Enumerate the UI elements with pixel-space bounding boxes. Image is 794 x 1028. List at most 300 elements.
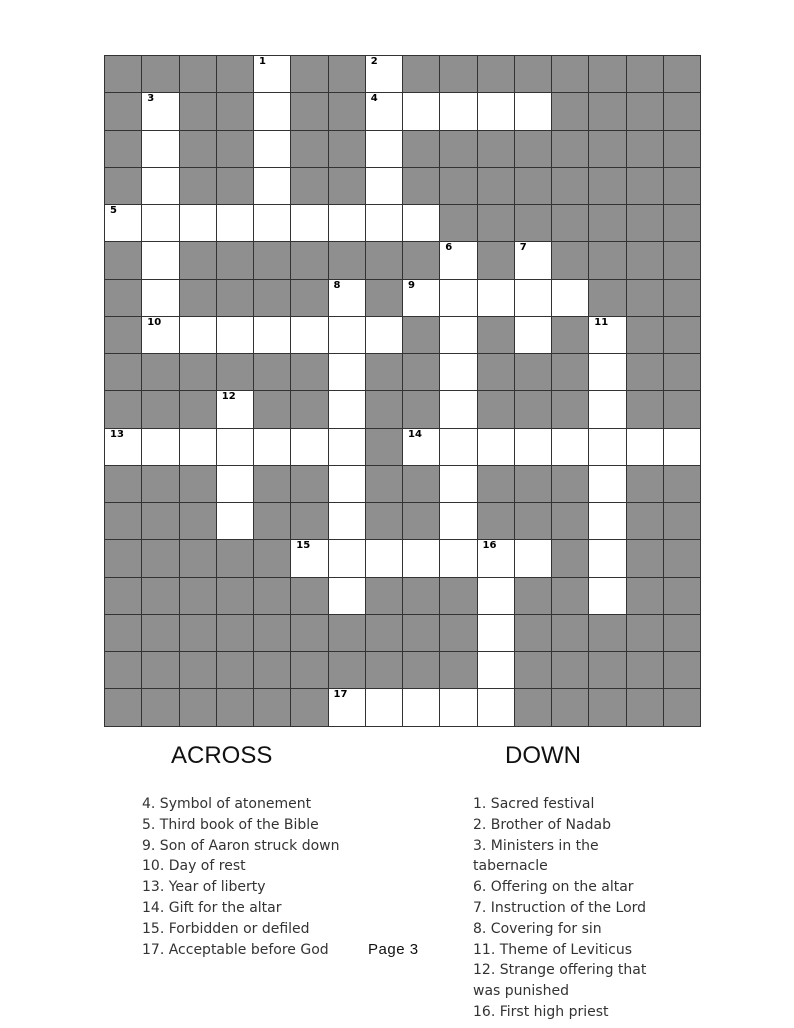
grid-block-cell [142, 56, 179, 93]
grid-block-cell [217, 578, 254, 615]
grid-answer-cell[interactable] [589, 317, 626, 354]
grid-block-cell [366, 652, 403, 689]
grid-answer-cell[interactable] [217, 317, 254, 354]
grid-block-cell [627, 615, 664, 652]
grid-block-cell [589, 131, 626, 168]
grid-answer-cell[interactable] [142, 242, 179, 279]
grid-block-cell [366, 391, 403, 428]
grid-block-cell [627, 131, 664, 168]
grid-block-cell [664, 317, 701, 354]
grid-block-cell [552, 205, 589, 242]
grid-block-cell [217, 689, 254, 726]
grid-block-cell [291, 56, 328, 93]
grid-block-cell [254, 540, 291, 577]
clue-number: 15 [296, 540, 311, 552]
grid-block-cell [627, 56, 664, 93]
grid-answer-cell[interactable] [627, 429, 664, 466]
grid-answer-cell[interactable] [440, 540, 477, 577]
down-clue: 7. Instruction of the Lord [473, 899, 647, 916]
grid-block-cell [440, 578, 477, 615]
grid-block-cell [589, 615, 626, 652]
grid-block-cell [366, 280, 403, 317]
grid-block-cell [180, 578, 217, 615]
grid-block-cell [254, 689, 291, 726]
grid-block-cell [180, 503, 217, 540]
clue-number: 2 [370, 56, 378, 67]
grid-block-cell [105, 578, 142, 615]
grid-block-cell [552, 168, 589, 205]
grid-block-cell [478, 131, 515, 168]
grid-block-cell [254, 578, 291, 615]
grid-block-cell [291, 652, 328, 689]
grid-block-cell [589, 689, 626, 726]
grid-block-cell [627, 503, 664, 540]
grid-answer-cell[interactable] [142, 168, 179, 205]
grid-block-cell [142, 540, 179, 577]
across-clue: 17. Acceptable before God [142, 941, 329, 958]
grid-block-cell [291, 131, 328, 168]
grid-answer-cell[interactable] [329, 429, 366, 466]
clue-number: 8 [333, 279, 341, 291]
grid-answer-cell[interactable] [217, 503, 254, 540]
grid-block-cell [254, 652, 291, 689]
grid-block-cell [403, 578, 440, 615]
grid-block-cell [515, 615, 552, 652]
grid-block-cell [329, 131, 366, 168]
grid-block-cell [627, 317, 664, 354]
down-clue: 3. Ministers in the tabernacle [473, 837, 599, 875]
grid-block-cell [403, 56, 440, 93]
grid-block-cell [105, 652, 142, 689]
grid-answer-cell[interactable] [329, 391, 366, 428]
grid-block-cell [627, 205, 664, 242]
grid-block-cell [217, 56, 254, 93]
grid-block-cell [366, 429, 403, 466]
grid-block-cell [627, 652, 664, 689]
grid-answer-cell[interactable] [403, 540, 440, 577]
grid-block-cell [217, 131, 254, 168]
grid-answer-cell[interactable] [217, 391, 254, 428]
grid-block-cell [329, 242, 366, 279]
grid-answer-cell[interactable] [180, 317, 217, 354]
grid-answer-cell[interactable] [254, 429, 291, 466]
grid-answer-cell[interactable] [329, 205, 366, 242]
grid-block-cell [329, 615, 366, 652]
grid-block-cell [440, 131, 477, 168]
grid-block-cell [664, 503, 701, 540]
across-clue-list [142, 794, 362, 960]
clue-number: 1 [259, 56, 266, 67]
grid-block-cell [105, 131, 142, 168]
grid-answer-cell[interactable] [366, 168, 403, 205]
grid-block-cell [105, 540, 142, 577]
grid-block-cell [440, 652, 477, 689]
grid-block-cell [664, 280, 701, 317]
page-number: Page 3 [368, 941, 419, 958]
grid-block-cell [254, 466, 291, 503]
grid-block-cell [142, 689, 179, 726]
grid-block-cell [478, 503, 515, 540]
grid-answer-cell[interactable] [366, 56, 403, 93]
grid-block-cell [627, 689, 664, 726]
grid-answer-cell[interactable] [589, 578, 626, 615]
grid-answer-cell[interactable] [329, 503, 366, 540]
grid-block-cell [478, 317, 515, 354]
grid-answer-cell[interactable] [478, 689, 515, 726]
grid-answer-cell[interactable] [440, 93, 477, 130]
across-clue: 4. Symbol of atonement [142, 796, 312, 812]
grid-answer-cell[interactable] [664, 429, 701, 466]
grid-answer-cell[interactable] [142, 317, 179, 354]
grid-answer-cell[interactable] [329, 466, 366, 503]
grid-answer-cell[interactable] [440, 503, 477, 540]
grid-answer-cell[interactable] [403, 205, 440, 242]
grid-block-cell [217, 280, 254, 317]
grid-answer-cell[interactable] [105, 205, 142, 242]
grid-block-cell [403, 503, 440, 540]
grid-block-cell [664, 391, 701, 428]
grid-block-cell [105, 168, 142, 205]
grid-block-cell [105, 56, 142, 93]
grid-answer-cell[interactable] [254, 168, 291, 205]
grid-block-cell [515, 652, 552, 689]
grid-block-cell [142, 354, 179, 391]
grid-answer-cell[interactable] [478, 93, 515, 130]
grid-block-cell [515, 354, 552, 391]
across-clue: 15. Forbidden or defiled [142, 920, 310, 937]
grid-block-cell [478, 391, 515, 428]
grid-answer-cell[interactable] [478, 652, 515, 689]
grid-answer-cell[interactable] [440, 280, 477, 317]
grid-answer-cell[interactable] [515, 429, 552, 466]
grid-block-cell [664, 615, 701, 652]
grid-block-cell [552, 93, 589, 130]
grid-block-cell [180, 615, 217, 652]
grid-block-cell [105, 93, 142, 130]
clue-number: 5 [110, 205, 117, 216]
grid-block-cell [478, 56, 515, 93]
grid-block-cell [440, 615, 477, 652]
grid-block-cell [478, 466, 515, 503]
grid-answer-cell[interactable] [478, 429, 515, 466]
across-clue: 10. Day of rest [142, 858, 246, 875]
grid-block-cell [366, 242, 403, 279]
grid-answer-cell[interactable] [589, 391, 626, 428]
grid-block-cell [403, 391, 440, 428]
grid-answer-cell[interactable] [440, 317, 477, 354]
down-clue: 11. Theme of Leviticus [473, 941, 632, 958]
grid-block-cell [329, 652, 366, 689]
grid-block-cell [291, 503, 328, 540]
grid-answer-cell[interactable] [254, 56, 291, 93]
grid-block-cell [291, 93, 328, 130]
grid-block-cell [515, 391, 552, 428]
grid-block-cell [440, 56, 477, 93]
grid-block-cell [105, 503, 142, 540]
grid-block-cell [552, 242, 589, 279]
grid-block-cell [291, 689, 328, 726]
clue-number: 10 [147, 316, 162, 328]
grid-block-cell [142, 503, 179, 540]
grid-block-cell [291, 242, 328, 279]
grid-answer-cell[interactable] [291, 429, 328, 466]
grid-answer-cell[interactable] [217, 205, 254, 242]
grid-answer-cell[interactable] [142, 280, 179, 317]
grid-block-cell [664, 466, 701, 503]
grid-answer-cell[interactable] [515, 317, 552, 354]
grid-answer-cell[interactable] [329, 317, 366, 354]
grid-block-cell [254, 280, 291, 317]
grid-block-cell [589, 56, 626, 93]
grid-block-cell [105, 242, 142, 279]
grid-block-cell [180, 242, 217, 279]
down-clue: 6. Offering on the altar [473, 879, 634, 896]
grid-answer-cell[interactable] [180, 205, 217, 242]
clue-number: 6 [445, 242, 453, 254]
grid-block-cell [627, 391, 664, 428]
grid-block-cell [664, 131, 701, 168]
grid-block-cell [217, 615, 254, 652]
grid-answer-cell[interactable] [589, 540, 626, 577]
grid-answer-cell[interactable] [142, 205, 179, 242]
grid-block-cell [291, 168, 328, 205]
grid-block-cell [217, 168, 254, 205]
grid-block-cell [552, 391, 589, 428]
grid-block-cell [180, 391, 217, 428]
grid-block-cell [515, 205, 552, 242]
grid-block-cell [552, 503, 589, 540]
grid-block-cell [627, 242, 664, 279]
grid-block-cell [664, 56, 701, 93]
grid-block-cell [440, 205, 477, 242]
grid-block-cell [217, 354, 254, 391]
grid-block-cell [180, 280, 217, 317]
grid-answer-cell[interactable] [552, 429, 589, 466]
grid-block-cell [254, 242, 291, 279]
grid-block-cell [627, 168, 664, 205]
grid-block-cell [552, 317, 589, 354]
grid-answer-cell[interactable] [478, 540, 515, 577]
grid-answer-cell[interactable] [440, 429, 477, 466]
grid-block-cell [142, 391, 179, 428]
grid-block-cell [478, 205, 515, 242]
grid-answer-cell[interactable] [329, 280, 366, 317]
grid-block-cell [515, 503, 552, 540]
across-heading: ACROSS [171, 742, 273, 769]
grid-answer-cell[interactable] [254, 205, 291, 242]
grid-block-cell [664, 540, 701, 577]
grid-block-cell [627, 280, 664, 317]
grid-block-cell [664, 205, 701, 242]
grid-block-cell [291, 280, 328, 317]
across-clue: 13. Year of liberty [142, 879, 266, 896]
grid-block-cell [589, 280, 626, 317]
grid-block-cell [627, 354, 664, 391]
grid-block-cell [366, 503, 403, 540]
grid-block-cell [403, 242, 440, 279]
grid-block-cell [664, 93, 701, 130]
grid-block-cell [142, 652, 179, 689]
grid-answer-cell[interactable] [589, 466, 626, 503]
grid-block-cell [478, 168, 515, 205]
grid-block-cell [403, 168, 440, 205]
grid-answer-cell[interactable] [440, 242, 477, 279]
grid-block-cell [664, 242, 701, 279]
clue-number: 7 [519, 242, 527, 254]
grid-answer-cell[interactable] [403, 429, 440, 466]
clue-number: 14 [408, 428, 422, 440]
grid-answer-cell[interactable] [105, 429, 142, 466]
grid-block-cell [403, 131, 440, 168]
grid-block-cell [180, 652, 217, 689]
grid-answer-cell[interactable] [254, 131, 291, 168]
grid-block-cell [552, 689, 589, 726]
grid-block-cell [254, 503, 291, 540]
grid-answer-cell[interactable] [440, 354, 477, 391]
grid-answer-cell[interactable] [142, 93, 179, 130]
grid-block-cell [254, 391, 291, 428]
grid-answer-cell[interactable] [552, 280, 589, 317]
grid-block-cell [291, 466, 328, 503]
grid-answer-cell[interactable] [291, 540, 328, 577]
grid-block-cell [180, 354, 217, 391]
grid-answer-cell[interactable] [142, 429, 179, 466]
grid-answer-cell[interactable] [515, 540, 552, 577]
grid-answer-cell[interactable] [440, 689, 477, 726]
grid-answer-cell[interactable] [329, 354, 366, 391]
grid-answer-cell[interactable] [142, 131, 179, 168]
grid-block-cell [180, 93, 217, 130]
grid-block-cell [589, 652, 626, 689]
grid-answer-cell[interactable] [478, 578, 515, 615]
grid-answer-cell[interactable] [589, 354, 626, 391]
grid-block-cell [366, 354, 403, 391]
grid-block-cell [403, 615, 440, 652]
grid-block-cell [403, 652, 440, 689]
clue-number: 11 [594, 316, 609, 328]
grid-answer-cell[interactable] [403, 280, 440, 317]
grid-block-cell [217, 93, 254, 130]
grid-block-cell [589, 242, 626, 279]
grid-answer-cell[interactable] [366, 540, 403, 577]
grid-answer-cell[interactable] [366, 317, 403, 354]
down-clue: 8. Covering for sin [473, 920, 602, 937]
down-clue: 16. First high priest [473, 1003, 609, 1020]
grid-block-cell [627, 540, 664, 577]
crossword-grid [104, 55, 701, 727]
grid-block-cell [515, 466, 552, 503]
grid-block-cell [515, 168, 552, 205]
grid-answer-cell[interactable] [478, 615, 515, 652]
down-clue: 1. Sacred festival [473, 796, 595, 812]
across-clue: 14. Gift for the altar [142, 899, 282, 916]
down-heading: DOWN [505, 742, 581, 769]
grid-block-cell [180, 56, 217, 93]
grid-block-cell [105, 689, 142, 726]
grid-block-cell [105, 317, 142, 354]
grid-block-cell [142, 578, 179, 615]
grid-answer-cell[interactable] [180, 429, 217, 466]
grid-block-cell [589, 168, 626, 205]
grid-block-cell [254, 615, 291, 652]
clue-number: 16 [482, 540, 497, 552]
grid-block-cell [180, 466, 217, 503]
grid-block-cell [403, 354, 440, 391]
grid-answer-cell[interactable] [217, 466, 254, 503]
grid-answer-cell[interactable] [478, 280, 515, 317]
grid-answer-cell[interactable] [217, 429, 254, 466]
grid-answer-cell[interactable] [329, 540, 366, 577]
grid-answer-cell[interactable] [254, 93, 291, 130]
grid-block-cell [589, 93, 626, 130]
grid-answer-cell[interactable] [329, 689, 366, 726]
grid-block-cell [552, 540, 589, 577]
grid-block-cell [589, 205, 626, 242]
grid-block-cell [217, 540, 254, 577]
grid-block-cell [552, 615, 589, 652]
grid-block-cell [552, 466, 589, 503]
grid-answer-cell[interactable] [515, 242, 552, 279]
clue-number: 13 [110, 428, 124, 440]
grid-answer-cell[interactable] [589, 429, 626, 466]
grid-block-cell [664, 168, 701, 205]
grid-block-cell [627, 578, 664, 615]
grid-block-cell [664, 354, 701, 391]
grid-block-cell [478, 354, 515, 391]
grid-block-cell [217, 242, 254, 279]
grid-block-cell [664, 652, 701, 689]
grid-block-cell [291, 615, 328, 652]
grid-answer-cell[interactable] [291, 317, 328, 354]
grid-answer-cell[interactable] [254, 317, 291, 354]
grid-answer-cell[interactable] [440, 391, 477, 428]
grid-block-cell [515, 131, 552, 168]
grid-block-cell [627, 93, 664, 130]
grid-block-cell [180, 168, 217, 205]
grid-answer-cell[interactable] [515, 280, 552, 317]
grid-block-cell [515, 689, 552, 726]
grid-block-cell [217, 652, 254, 689]
grid-answer-cell[interactable] [403, 93, 440, 130]
grid-block-cell [329, 56, 366, 93]
grid-answer-cell[interactable] [366, 689, 403, 726]
grid-block-cell [478, 242, 515, 279]
grid-block-cell [440, 168, 477, 205]
grid-block-cell [552, 56, 589, 93]
grid-answer-cell[interactable] [589, 503, 626, 540]
down-clue: 2. Brother of Nadab [473, 816, 611, 833]
grid-block-cell [105, 391, 142, 428]
grid-block-cell [105, 280, 142, 317]
grid-answer-cell[interactable] [440, 466, 477, 503]
grid-answer-cell[interactable] [515, 93, 552, 130]
grid-answer-cell[interactable] [366, 93, 403, 130]
grid-block-cell [329, 93, 366, 130]
grid-block-cell [105, 354, 142, 391]
grid-answer-cell[interactable] [403, 689, 440, 726]
grid-block-cell [142, 466, 179, 503]
grid-block-cell [664, 689, 701, 726]
clue-number: 12 [221, 391, 236, 403]
across-clue: 5. Third book of the Bible [142, 816, 319, 833]
grid-answer-cell[interactable] [291, 205, 328, 242]
grid-answer-cell[interactable] [366, 131, 403, 168]
grid-answer-cell[interactable] [329, 578, 366, 615]
grid-answer-cell[interactable] [366, 205, 403, 242]
grid-block-cell [627, 466, 664, 503]
grid-block-cell [552, 354, 589, 391]
grid-block-cell [180, 131, 217, 168]
